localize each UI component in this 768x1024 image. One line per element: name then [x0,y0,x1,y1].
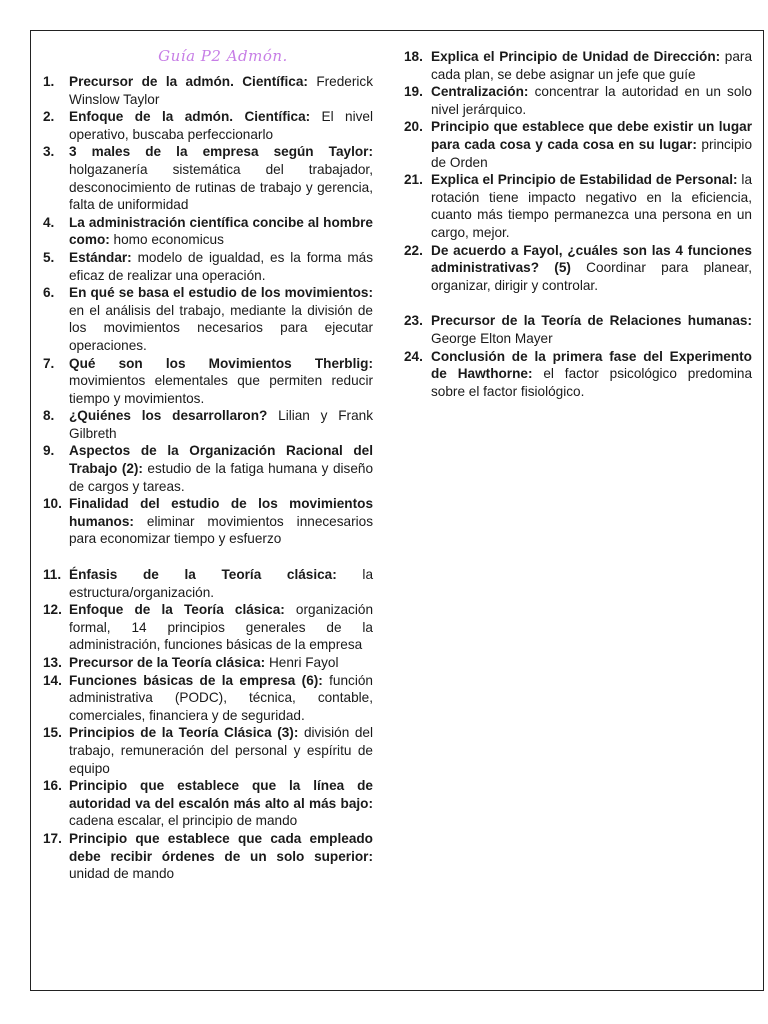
list-item: 8. ¿Quiénes los desarrollaron? Lilian y Frank Gilbreth [43,408,373,441]
document-frame [30,30,764,991]
list-item: 2. Enfoque de la admón. Científica: El nivel operativo, buscaba perfeccionarlo [43,109,373,142]
list-item: 24. Conclusión de la primera fase del Experimento de Hawthorne: el factor psicológico predomina sobre el factor fisiológico. [404,348,753,399]
list-item: 13. Precursor de la Teoría clásica: Henri Fayol [43,655,339,670]
list-item: 17. Principio que establece que cada empleado debe recibir órdenes de un solo superior: unidad de mando [43,830,373,882]
list-item: 11. Énfasis de la Teoría clásica: la estructura/organización. [43,567,373,600]
list-item: 12. Enfoque de la Teoría clásica: organización formal, 14 principios generales de la administración, funciones básicas de la empresa [43,602,373,653]
list-item: 10. Finalidad del estudio de los movimientos humanos: eliminar movimientos innecesarios para economizar tiempo y esfuerzo [43,496,373,547]
question-list-left [43,73,373,883]
question-list-right [404,48,752,400]
list-item: 19. Centralización: concentrar la autoridad en un solo nivel jerárquico. [404,84,752,117]
list-item: 20. Principio que establece que debe existir un lugar para cada cosa y cada cosa en su lugar: principio de Orden [404,119,753,170]
list-item: 7. Qué son los Movimientos Therblig: movimientos elementales que permiten reducir tiempo y movimientos. [43,355,373,406]
right-column [404,48,752,400]
list-item: 14. Funciones básicas de la empresa (6): función administrativa (PODC), técnica, contable, comerciales, financiera y de seguridad. [43,672,373,723]
list-item: 18. Explica el Principio de Unidad de Dirección: para cada plan, se debe asignar un jefe que guíe [404,49,753,82]
list-item: 5. Estándar: modelo de igualdad, es la forma más eficaz de realizar una operación. [43,249,373,283]
page-title: Guía P2 Admón. [158,47,288,65]
list-item: 3. 3 males de la empresa según Taylor: holgazanería sistemática del trabajador, desconocimiento de rutinas de trabajo y gerencia, falta de uniformidad [43,144,373,213]
list-item: 21. Explica el Principio de Estabilidad de Personal: la rotación tiene impacto negativo en la eficiencia, cuanto más tiempo permanezca una persona en un cargo, mejor. [404,172,753,240]
list-item: 1. Precursor de la admón. Científica: Frederick Winslow Taylor [43,74,373,107]
list-item: 16. Principio que establece que la línea de autoridad va del escalón más alto al más bajo: cadena escalar, el principio de mando [43,778,373,829]
left-column [43,49,373,883]
list-item: 22. De acuerdo a Fayol, ¿cuáles son las 4 funciones administrativas? (5) Coordinar para planear, organizar, dirigir y controlar. [404,242,752,293]
list-item: 15. Principios de la Teoría Clásica (3): división del trabajo, remuneración del personal y espíritu de equipo [43,725,373,776]
list-item: 4. La administración científica concibe al hombre como: homo economicus [43,214,373,248]
list-item: 6. En qué se basa el estudio de los movimientos: en el análisis del trabajo, mediante la división de los movimientos necesarios para ejecutar operaciones. [43,285,373,353]
list-item: 9. Aspectos de la Organización Racional del Trabajo (2): estudio de la fatiga humana y diseño de cargos y tareas. [43,443,374,494]
list-item: 23. Precursor de la Teoría de Relaciones humanas: George Elton Mayer [404,313,752,346]
